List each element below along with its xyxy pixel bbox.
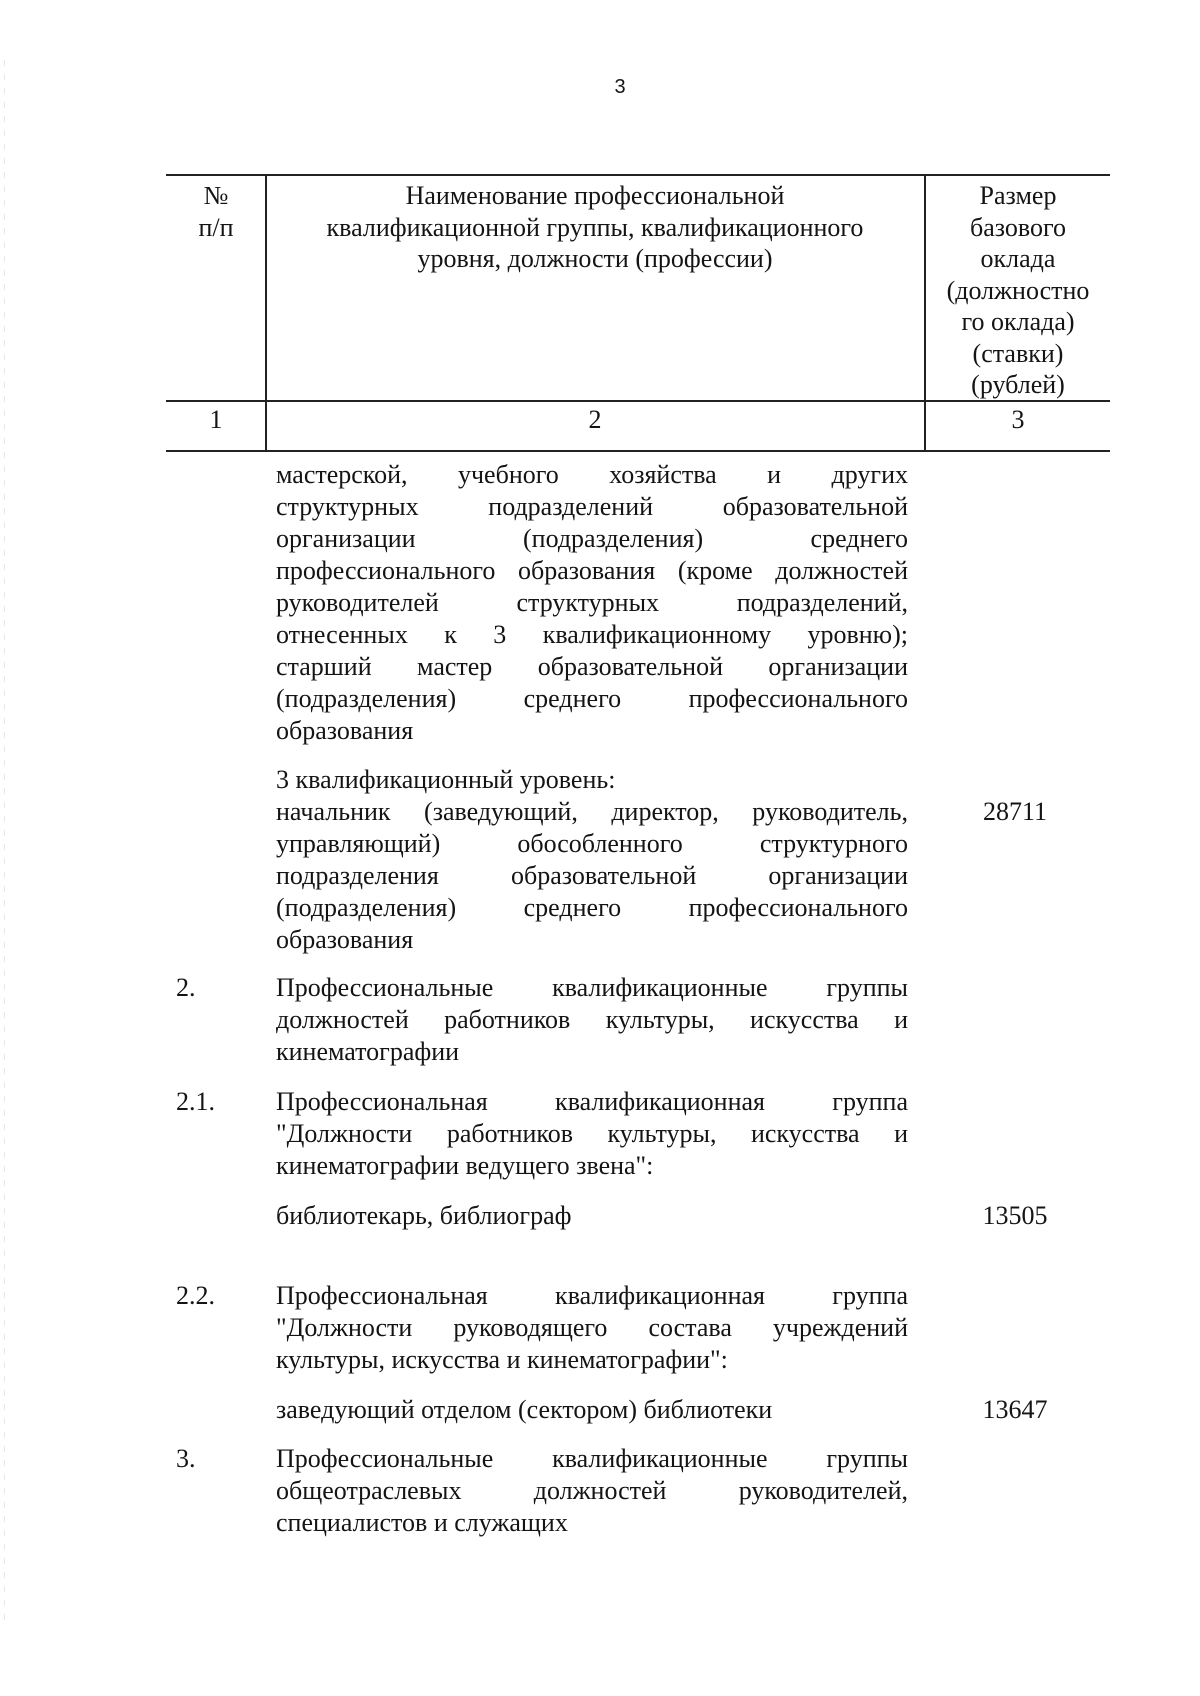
text-line: заведующий отделом (сектором) библиотеки: [276, 1395, 773, 1424]
row-number: 3.: [176, 1444, 196, 1473]
text-line: Профессиональная квалификационная группа: [276, 1281, 908, 1310]
header-bottom-rule: [166, 450, 1110, 452]
text-line: управляющий) обособленного структурного: [276, 829, 908, 858]
text-line: библиотекарь, библиограф: [276, 1201, 572, 1230]
row-text: [276, 459, 908, 747]
text-line: (подразделения) среднего профессионального: [276, 893, 908, 922]
text-line: образования: [276, 925, 414, 954]
text-line: специалистов и служащих: [276, 1508, 568, 1537]
row-text: [276, 972, 908, 1068]
text-line: начальник (заведующий, директор, руководитель,: [276, 797, 908, 826]
row-salary: 28711: [982, 797, 1048, 826]
row-number: 2.1.: [176, 1087, 215, 1116]
text-line: кинематографии: [276, 1037, 460, 1066]
row-text: [276, 1280, 908, 1376]
row-text: [276, 1394, 908, 1426]
column-number-2: 2: [588, 405, 602, 434]
page-number: 3: [614, 76, 626, 98]
text-line: культуры, искусства и кинематографии":: [276, 1345, 728, 1374]
header-divider-1: [265, 174, 267, 450]
text-line: кинематографии ведущего звена":: [276, 1151, 654, 1180]
column-number-3: 3: [1011, 405, 1025, 434]
text-line: общеотраслевых должностей руководителей,: [276, 1476, 908, 1505]
text-line: профессионального образования (кроме должностей: [276, 556, 908, 585]
row-number: 2.2.: [176, 1281, 215, 1310]
row-number: 2.: [176, 973, 196, 1002]
text-line: (подразделения) среднего профессионального: [276, 684, 908, 713]
scan-edge-artifact: [4, 60, 5, 1620]
text-line: должностей работников культуры, искусства и: [276, 1005, 908, 1034]
text-line: мастерской, учебного хозяйства и других: [276, 460, 908, 489]
row-text: [276, 1200, 908, 1232]
text-line: Профессиональные квалификационные группы: [276, 1444, 908, 1473]
row-salary: 13647: [982, 1395, 1048, 1424]
text-line: руководителей структурных подразделений,: [276, 588, 908, 617]
text-line: организации (подразделения) среднего: [276, 524, 908, 553]
text-line: структурных подразделений образовательной: [276, 492, 908, 521]
row-text: [276, 1443, 908, 1539]
text-line: Профессиональная квалификационная группа: [276, 1087, 908, 1116]
row-text: [276, 764, 908, 956]
header-col-number: № п/п: [198, 181, 234, 242]
column-number-1: 1: [209, 405, 223, 434]
text-line: образования: [276, 716, 414, 745]
text-line: отнесенных к 3 квалификационному уровню);: [276, 620, 908, 649]
row-salary: 13505: [982, 1201, 1048, 1230]
text-line: "Должности работников культуры, искусства и: [276, 1119, 908, 1148]
header-col-name: Наименование профессиональной квалификационной группы, квалификационного уровня, должности (профессии): [326, 181, 864, 273]
text-line: "Должности руководящего состава учреждений: [276, 1313, 908, 1342]
row-text: [276, 1086, 908, 1182]
header-col-salary: Размер базового оклада (должностно го оклада) (ставки) (рублей): [946, 181, 1090, 399]
text-line: Профессиональные квалификационные группы: [276, 973, 908, 1002]
text-line: подразделения образовательной организации: [276, 861, 908, 890]
header-top-rule: [166, 174, 1110, 176]
text-line: 3 квалификационный уровень:: [276, 765, 616, 794]
text-line: старший мастер образовательной организации: [276, 652, 908, 681]
